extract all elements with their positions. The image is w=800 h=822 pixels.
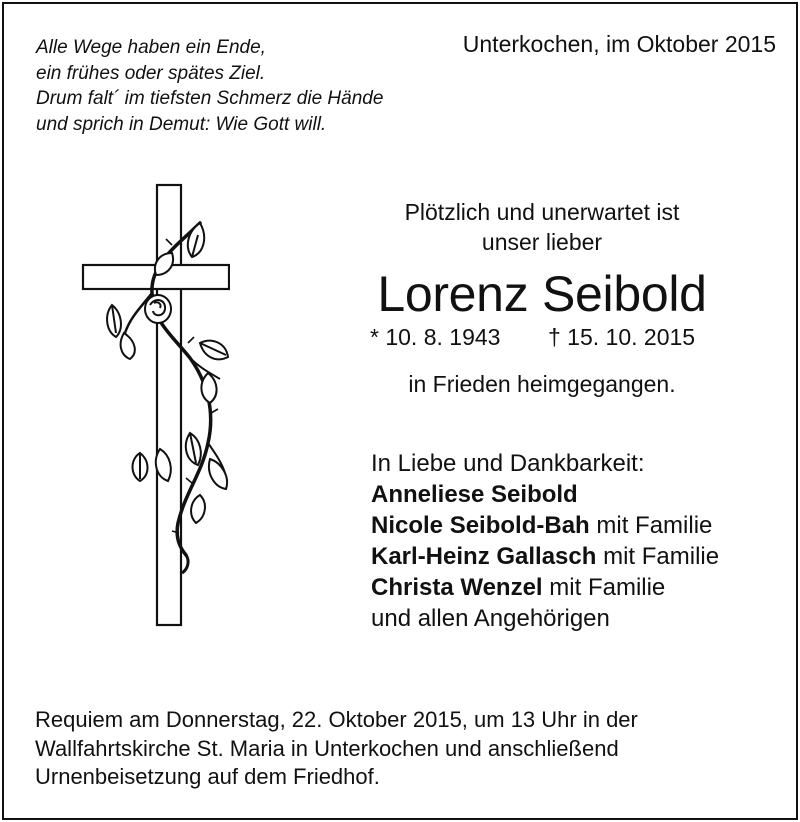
- mourner-name: Christa Wenzel: [371, 574, 543, 601]
- place-date: Unterkochen, im Oktober 2015: [462, 31, 776, 57]
- mourner-name: Karl-Heinz Gallasch: [371, 543, 597, 570]
- mourner-line: [371, 479, 719, 510]
- mourner-line: [371, 510, 719, 541]
- intro-line: unser lieber: [481, 229, 603, 255]
- mourners-block: [371, 448, 719, 634]
- mourner-line: [371, 541, 719, 572]
- mourner-suffix: mit Familie: [589, 512, 713, 539]
- mourner-name: Nicole Seibold-Bah: [371, 512, 590, 539]
- cross-with-rose-vine-icon: [80, 183, 230, 633]
- poem-line: ein frühes oder spätes Ziel.: [36, 62, 266, 84]
- death-date: † 15. 10. 2015: [548, 324, 696, 350]
- service-line: Wallfahrtskirche St. Maria in Unterkochen und anschließend: [35, 735, 619, 761]
- service-line: Urnenbeisetzung auf dem Friedhof.: [35, 764, 380, 789]
- service-line: Requiem am Donnerstag, 22. Oktober 2015, um 13 Uhr in der: [35, 707, 638, 732]
- poem-line: Alle Wege haben ein Ende,: [36, 37, 266, 58]
- mourners-closing: und allen Angehörigen: [371, 605, 610, 632]
- poem: [36, 35, 383, 137]
- birth-date: * 10. 8. 1943: [370, 324, 501, 350]
- mourner-name: Anneliese Seibold: [371, 481, 578, 508]
- service-info: [35, 706, 638, 792]
- poem-line: Drum falt´ im tiefsten Schmerz die Hände: [36, 88, 384, 110]
- deceased-name: Lorenz Seibold: [377, 266, 707, 322]
- mourners-heading: In Liebe und Dankbarkeit:: [371, 450, 645, 477]
- intro-line: Plötzlich und unerwartet ist: [404, 199, 680, 225]
- poem-line: und sprich in Demut: Wie Gott will.: [36, 113, 327, 135]
- mourner-suffix: mit Familie: [542, 574, 666, 601]
- passed-text: in Frieden heimgegangen.: [408, 371, 676, 397]
- mourner-line: [371, 572, 719, 603]
- mourner-suffix: mit Familie: [596, 543, 720, 570]
